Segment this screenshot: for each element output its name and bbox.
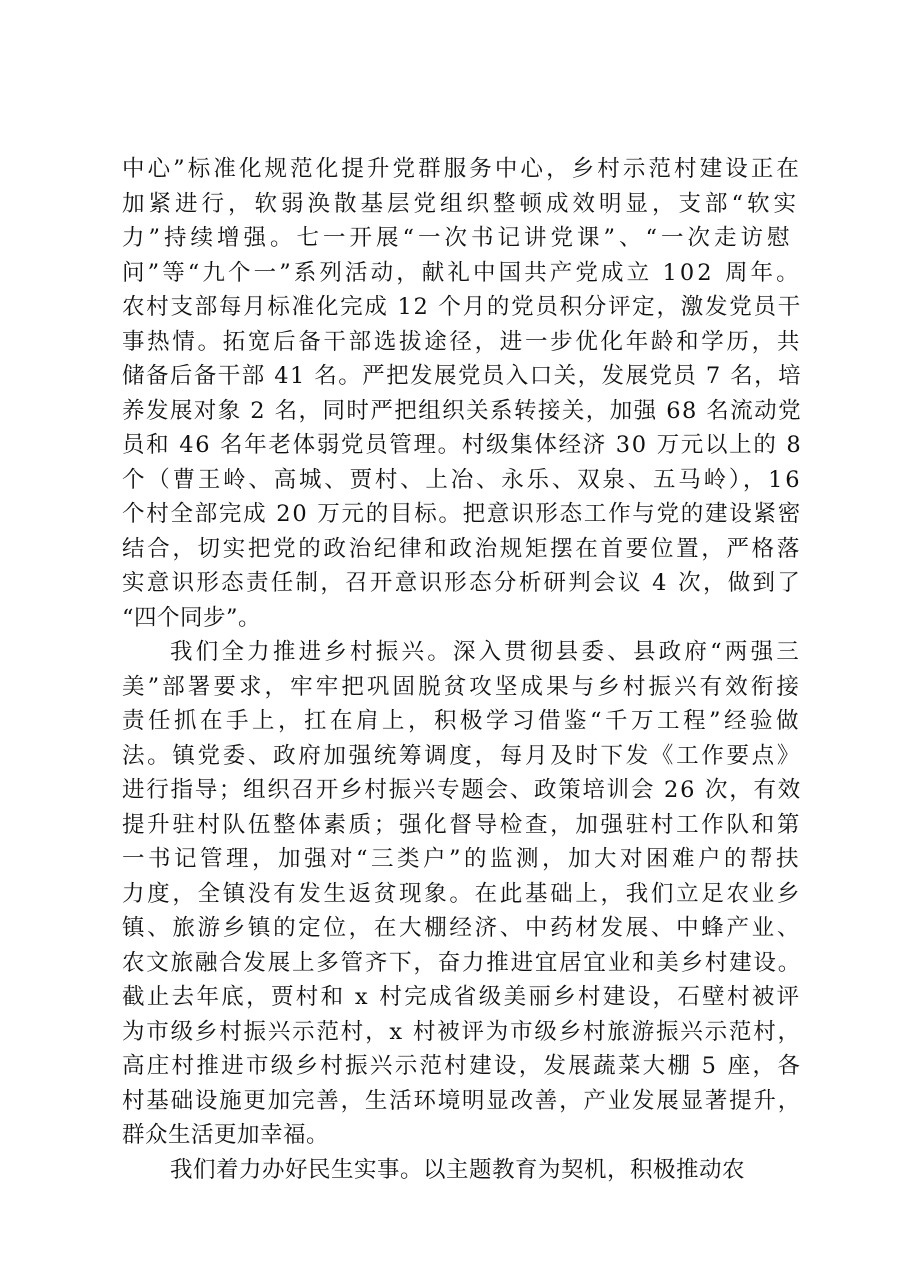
document-body [122, 152, 802, 1187]
text-line: “四个同步”。 [122, 604, 262, 631]
text-line: 镇、旅游乡镇的定位，在大棚经济、中药材发展、中蜂产业、 [122, 915, 803, 941]
text-line: 事热情。拓宽后备干部选拔途径，进一步优化年龄和学历，共 [122, 328, 803, 355]
text-line: 加紧进行，软弱涣散基层党组织整顿成效明显，支部“软实 [122, 190, 801, 217]
paragraph [122, 1153, 802, 1188]
text-line: 截止去年底，贾村和 x 村完成省级美丽乡村建设，石壁村被评 [122, 984, 802, 1010]
text-line: 法。镇党委、政府加强统筹调度，每月及时下发《工作要点》 [122, 742, 803, 769]
text-line: 美”部署要求，牢牢把巩固脱贫攻坚成果与乡村振兴有效衔接 [122, 673, 803, 700]
text-line: 一书记管理，加强对“三类户”的监测，加大对困难户的帮扶 [122, 846, 803, 872]
text-line: 结合，切实把党的政治纪律和政治规矩摆在首要位置，严格落 [122, 535, 803, 562]
text-line: 村基础设施更加完善，生活环境明显改善，产业发展显著提升， [122, 1087, 803, 1114]
text-line: 提升驻村队伍整体素质；强化督导检查，加强驻村工作队和第 [122, 811, 803, 838]
paragraph [122, 152, 802, 635]
text-line: 农村支部每月标准化完成 12 个月的党员积分评定，激发党员干 [122, 294, 802, 320]
text-line: 高庄村推进市级乡村振兴示范村建设，发展蔬菜大棚 5 座，各 [122, 1053, 803, 1079]
text-line: 我们全力推进乡村振兴。深入贯彻县委、县政府“两强三 [170, 639, 803, 665]
text-line: 农文旅融合发展上多管齐下，奋力推进宜居宜业和美乡村建设。 [122, 949, 803, 976]
text-line: 群众生活更加幸福。 [122, 1122, 330, 1148]
text-line: 为市级乡村振兴示范村，x 村被评为市级乡村旅游振兴示范村， [122, 1018, 802, 1045]
text-line: 力度，全镇没有发生返贫现象。在此基础上，我们立足农业乡 [122, 880, 803, 907]
text-line: 养发展对象 2 名，同时严把组织关系转接关，加强 68 名流动党 [122, 397, 803, 424]
text-line: 实意识形态责任制，召开意识形态分析研判会议 4 次，做到了 [122, 570, 803, 596]
text-line: 进行指导；组织召开乡村振兴专题会、政策培训会 26 次，有效 [122, 777, 802, 803]
text-line: 问”等“九个一”系列活动，献礼中国共产党成立 102 周年。 [122, 259, 802, 286]
text-line: 中心”标准化规范化提升党群服务中心，乡村示范村建设正在 [122, 156, 803, 182]
text-line: 个村全部完成 20 万元的目标。把意识形态工作与党的建设紧密 [122, 501, 802, 527]
text-line: 责任抓在手上，扛在肩上，积极学习借鉴“千万工程”经验做 [122, 708, 803, 734]
paragraph [122, 635, 802, 1153]
text-line: 员和 46 名年老体弱党员管理。村级集体经济 30 万元以上的 8 [122, 432, 803, 458]
text-line: 力”持续增强。七一开展“一次书记讲党课”、“一次走访慰 [122, 225, 794, 251]
text-line: 储备后备干部 41 名。严把发展党员入口关，发展党员 7 名，培 [122, 363, 803, 389]
text-line: 我们着力办好民生实事。以主题教育为契机，积极推动农 [170, 1156, 746, 1183]
text-line: 个（曹王岭、高城、贾村、上冶、永乐、双泉、五马岭），16 [122, 466, 803, 493]
